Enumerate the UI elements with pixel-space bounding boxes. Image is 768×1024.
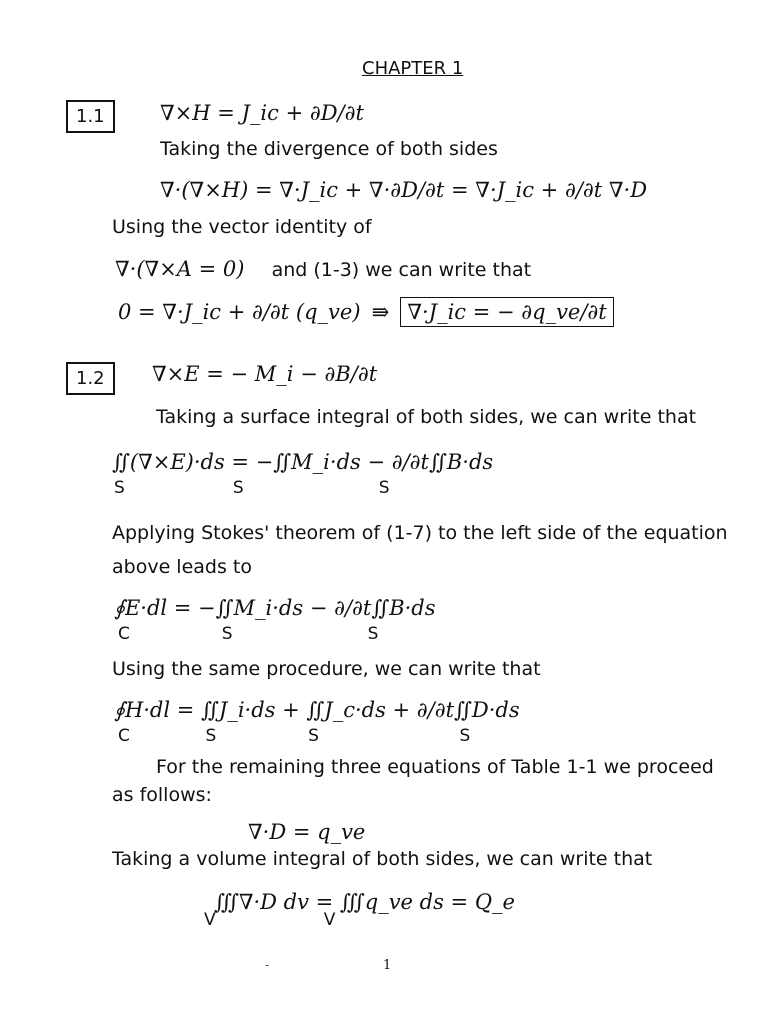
text-above-leads: above leads to <box>112 556 252 578</box>
text-surface-integral: Taking a surface integral of both sides, we can write that <box>156 406 697 428</box>
text-stokes: Applying Stokes' theorem of (1-7) to the left side of the equation <box>112 522 728 544</box>
equation-continuity-step: 0 = ∇·J_ic + ∂/∂t (q_ve) <box>118 300 361 324</box>
equation-surface-integral: ∬(∇×E)·ds = −∬M_i·ds − ∂/∂t∬B·ds <box>112 450 494 474</box>
text-volume-integral: Taking a volume integral of both sides, we can write that <box>112 848 653 870</box>
equation-line-integral-h: ∮H·dl = ∬J_i·ds + ∬J_c·ds + ∂/∂t∬D·ds <box>114 698 520 722</box>
equation-gauss-d: ∇·D = q_ve <box>248 820 366 844</box>
text-identity-suffix: and (1-3) we can write that <box>271 259 532 281</box>
chapter-title: CHAPTER 1 <box>362 58 464 79</box>
stray-tick-mark: - <box>265 958 270 972</box>
text-remaining-equations: For the remaining three equations of Table 1-1 we proceed <box>156 756 714 778</box>
integral-subscripts-2: C S S <box>118 624 379 644</box>
continuity-row <box>118 302 614 323</box>
text-as-follows: as follows: <box>112 784 212 806</box>
section-label-1-1: 1.1 <box>66 100 115 133</box>
identity-row <box>115 259 531 280</box>
equation-curl-h: ∇×H = J_ic + ∂D/∂t <box>160 101 364 125</box>
equation-line-integral-e: ∮E·dl = −∬M_i·ds − ∂/∂t∬B·ds <box>114 596 436 620</box>
equation-divergence: ∇·(∇×H) = ∇·J_ic + ∇·∂D/∂t = ∇·J_ic + ∂/∂t ∇·D <box>160 178 648 202</box>
text-same-procedure: Using the same procedure, we can write that <box>112 658 541 680</box>
page-number: 1 <box>383 958 392 973</box>
section-label-1-2: 1.2 <box>66 362 115 395</box>
equation-continuity-result: ∇·J_ic = − ∂q_ve/∂t <box>400 297 613 327</box>
integral-subscripts-4: V V <box>204 910 336 930</box>
integral-subscripts-1: S S S <box>114 478 390 498</box>
equation-volume-integral: ∭∇·D dv = ∭q_ve ds = Q_e <box>214 890 515 914</box>
text-divergence: Taking the divergence of both sides <box>160 138 498 160</box>
equation-curl-e: ∇×E = − M_i − ∂B/∂t <box>152 362 378 386</box>
text-vector-identity: Using the vector identity of <box>112 216 372 238</box>
integral-subscripts-3: C S S S <box>118 726 471 746</box>
equation-identity: ∇·(∇×A = 0) <box>115 257 245 281</box>
implies-arrow-icon: ⇛ <box>371 300 390 324</box>
